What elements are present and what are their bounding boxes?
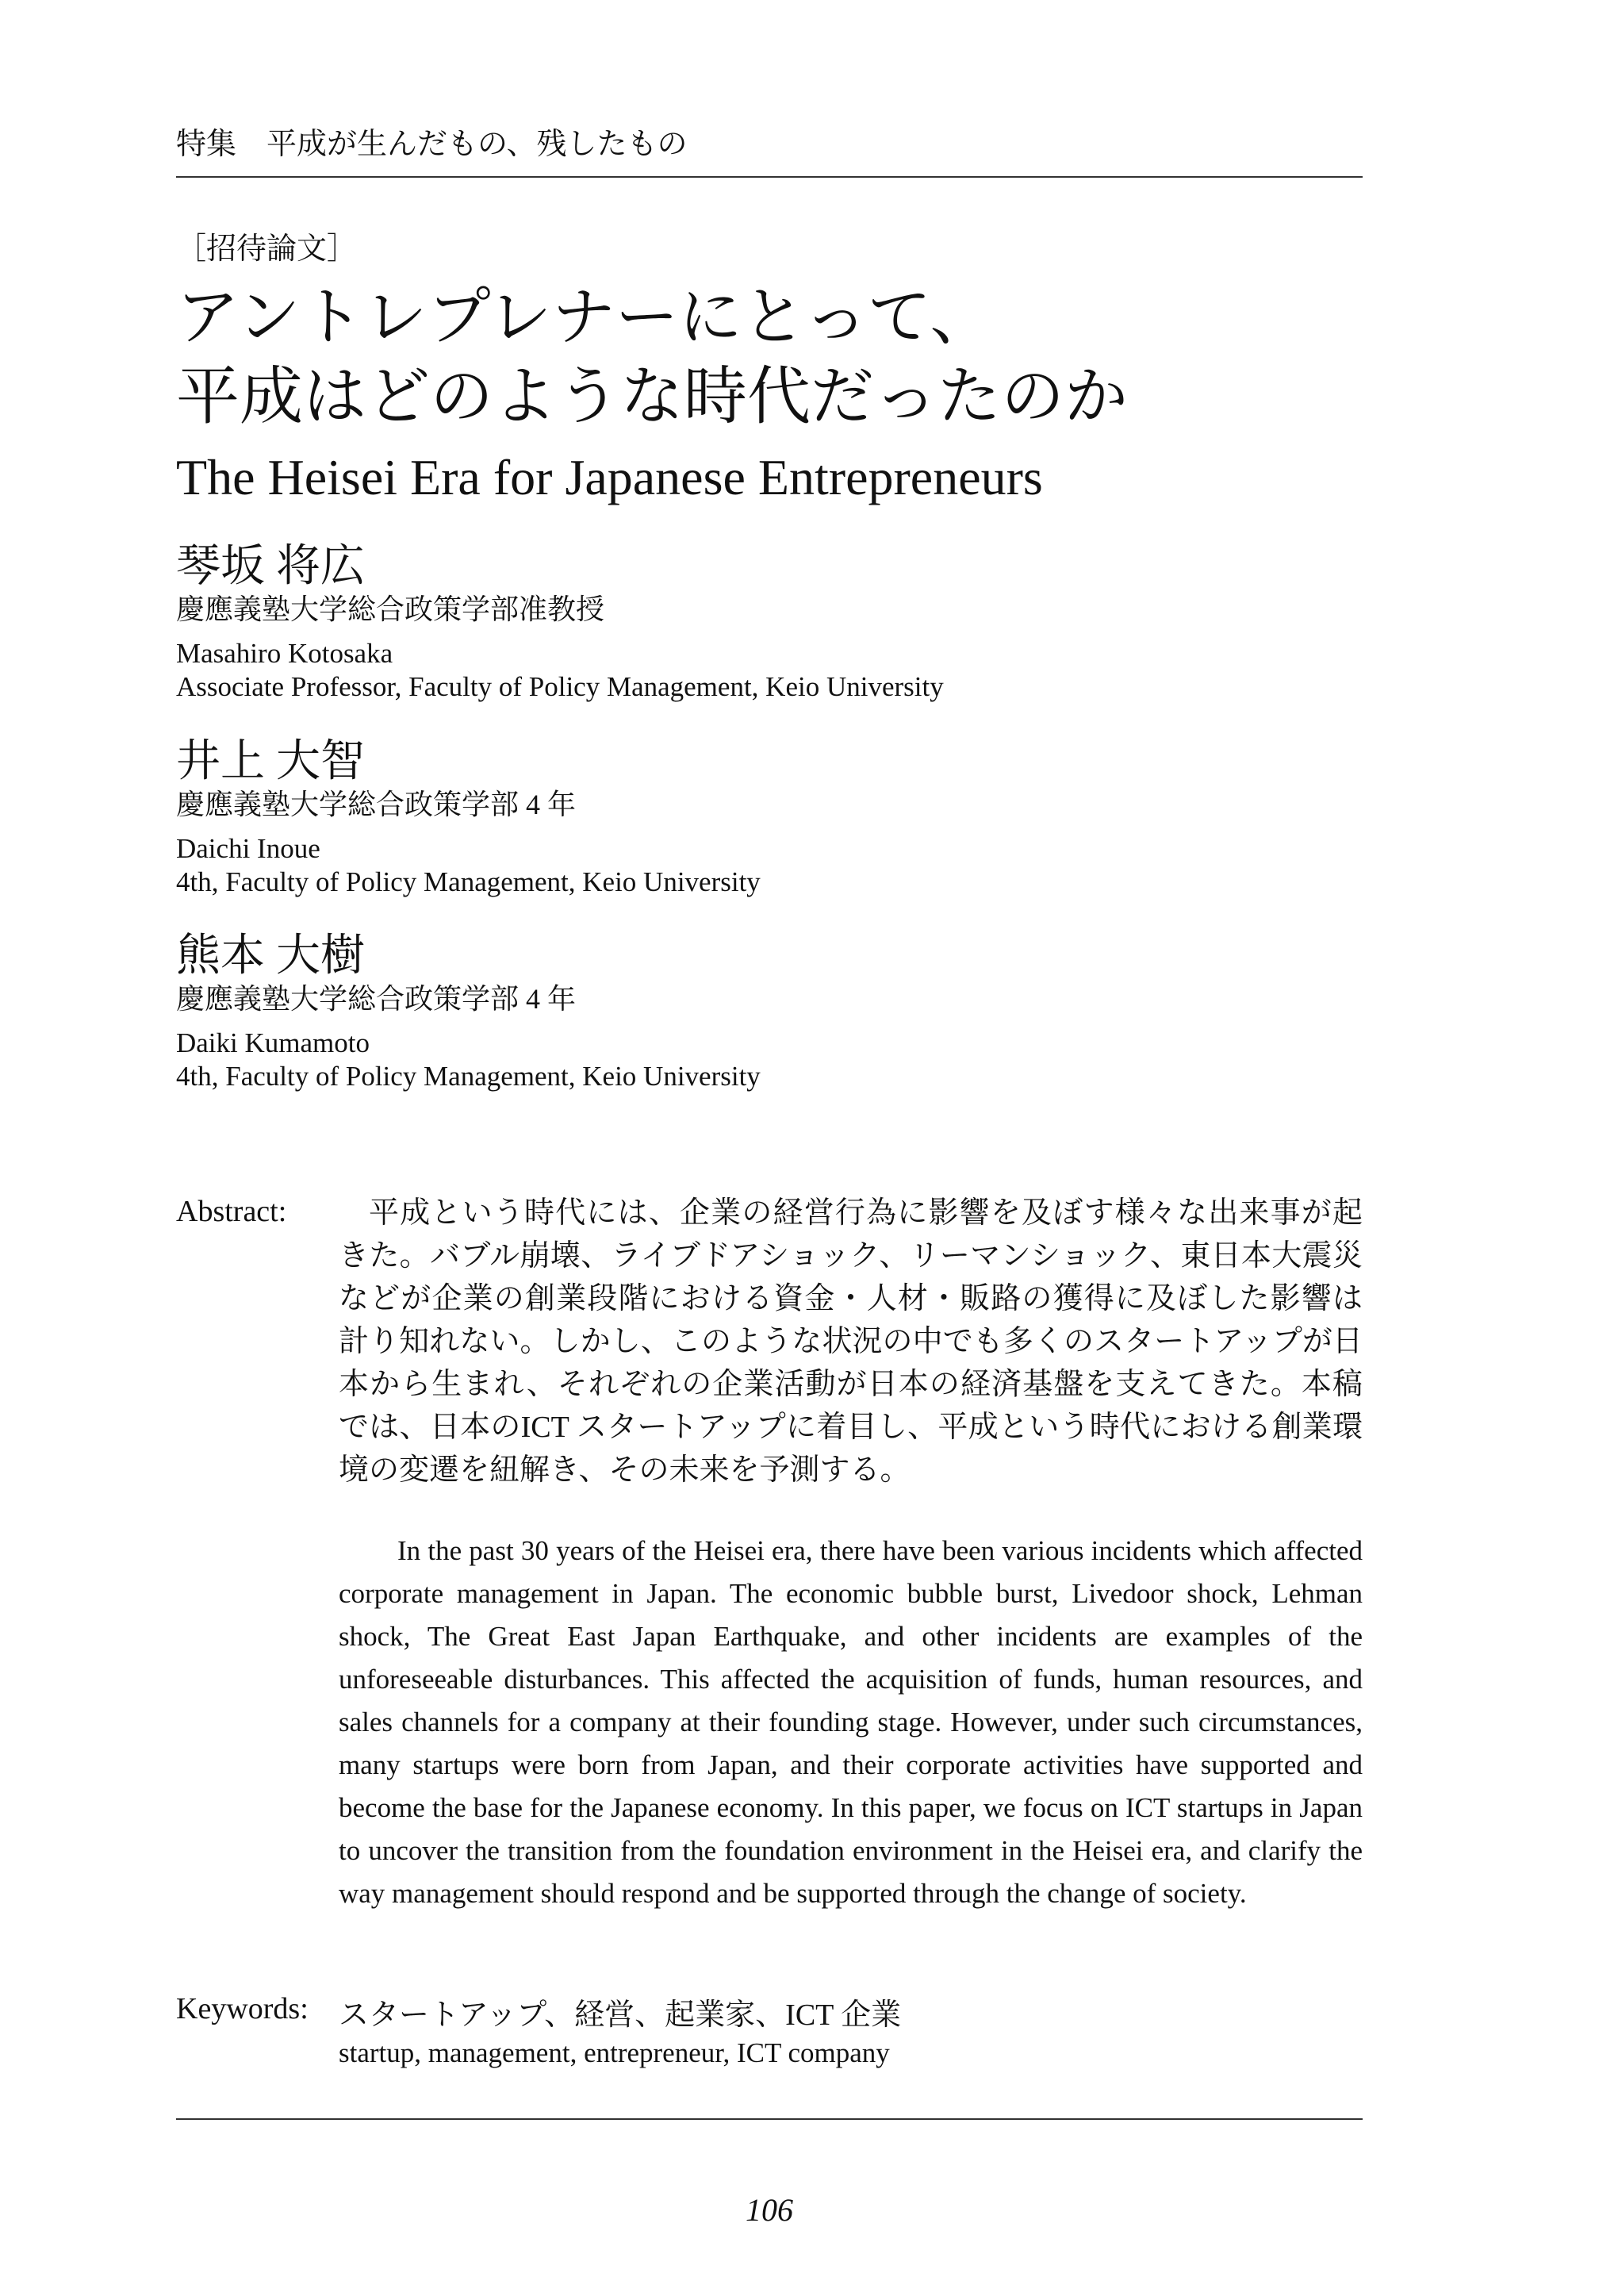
author-name-jp: 熊本 大樹 [176, 931, 365, 981]
author-affiliation-jp: 慶應義塾大学総合政策学部 4 年 [176, 983, 577, 1015]
author-1 [176, 543, 944, 703]
author-affiliation-jp: 慶應義塾大学総合政策学部 4 年 [176, 789, 577, 820]
author-affiliation-jp: 慶應義塾大学総合政策学部准教授 [176, 593, 605, 625]
keywords-jp: スタートアップ、経営、起業家、ICT 企業 [339, 1998, 902, 2032]
author-affiliation-en: Associate Professor, Faculty of Policy Management, Keio University [176, 671, 944, 702]
bottom-divider [176, 2118, 1363, 2120]
keywords-en: startup, management, entrepreneur, ICT company [339, 2037, 890, 2068]
article-title-en: The Heisei Era for Japanese Entrepreneurs [176, 449, 1043, 505]
abstract-jp: 平成という時代には、企業の経営行為に影響を及ぼす様々な出来事が起きた。バブル崩壊、ライブドアショック、リーマンショック、東日本大震災などが企業の創業段階における資金・人材・販路の獲得に及ぼした影響は計り知れない。しかし、このような状況の中でも多くのスタートアップが日本から生まれ、それぞれの企業活動が日本の経済基盤を支えてきた。本稿では、日本のICT スタートアップに着目し、平成という時代における創業環境の変遷を紐解き、その未来を予測する。 [339, 1196, 1363, 1487]
author-name-en: Masahiro Kotosaka [176, 638, 393, 669]
title-line-1: アントレプレナーにとって、 [176, 280, 994, 354]
author-name-en: Daiki Kumamoto [176, 1027, 370, 1058]
author-name-en: Daichi Inoue [176, 833, 320, 864]
running-header: 特集 平成が生んだもの、残したもの [176, 128, 688, 161]
article-title-jp [176, 278, 1128, 436]
title-line-2: 平成はどのような時代だったのか [176, 359, 1128, 433]
author-name-jp: 井上 大智 [176, 737, 365, 786]
author-3 [176, 932, 761, 1092]
author-name-jp: 琴坂 将広 [176, 542, 365, 591]
top-divider [176, 176, 1363, 178]
keywords-label: Keywords: [176, 1992, 309, 2025]
author-2 [176, 738, 761, 898]
abstract-label: Abstract: [176, 1195, 287, 1228]
page-number: 106 [746, 2192, 793, 2228]
article-type-label: ［招待論文］ [176, 232, 358, 266]
author-affiliation-en: 4th, Faculty of Policy Management, Keio University [176, 866, 761, 897]
abstract-en: In the past 30 years of the Heisei era, there have been various incidents which affected corporate management in Japan. The economic bubble burst, Livedoor shock, Lehman shock, The Great East Japan Earthquake, and other incidents are examples of the unforeseeable disturbances. This affected the acquisition of funds, human resources, and sales channels for a company at their founding stage. However, under such circumstances, many startups were born from Japan, and their corporate activities have supported and become the base for the Japanese economy. In this paper, we focus on ICT startups in Japan to uncover the transition from the foundation environment in the Heisei era, and clarify the way management should respond and be supported through the change of society. [339, 1535, 1363, 1909]
author-affiliation-en: 4th, Faculty of Policy Management, Keio University [176, 1061, 761, 1092]
